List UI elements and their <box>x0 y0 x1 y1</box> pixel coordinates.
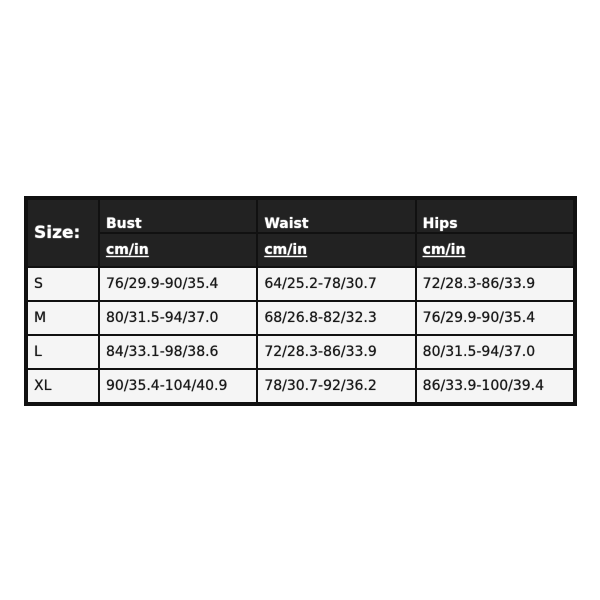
bust-unit-label: cm/in <box>106 242 149 258</box>
bust-cell: 84/33.1-98/38.6 <box>100 336 256 368</box>
table-row-m <box>28 302 573 334</box>
table-row-l <box>28 336 573 368</box>
size-cell: XL <box>28 370 98 402</box>
header-row-names <box>28 200 573 232</box>
hips-cell: 80/31.5-94/37.0 <box>417 336 573 368</box>
table-row-xl <box>28 370 573 402</box>
waist-cell: 64/25.2-78/30.7 <box>258 268 414 300</box>
waist-cell: 68/26.8-82/32.3 <box>258 302 414 334</box>
waist-unit <box>258 234 414 266</box>
waist-unit-label: cm/in <box>264 242 308 258</box>
hips-cell: 72/28.3-86/33.9 <box>417 268 573 300</box>
size-cell: S <box>28 268 98 300</box>
waist-cell: 78/30.7-92/36.2 <box>258 370 414 402</box>
waist-cell: 72/28.3-86/33.9 <box>258 336 414 368</box>
size-chart <box>24 196 577 406</box>
hips-cell: 76/29.9-90/35.4 <box>417 302 573 334</box>
bust-cell: 90/35.4-104/40.9 <box>100 370 256 402</box>
waist-header: Waist <box>258 200 414 232</box>
header-row-units <box>28 234 573 266</box>
hips-header: Hips <box>417 200 573 232</box>
hips-cell: 86/33.9-100/39.4 <box>417 370 573 402</box>
size-cell: M <box>28 302 98 334</box>
bust-cell: 80/31.5-94/37.0 <box>100 302 256 334</box>
bust-cell: 76/29.9-90/35.4 <box>100 268 256 300</box>
hips-unit <box>417 234 573 266</box>
table-row-s <box>28 268 573 300</box>
bust-header: Bust <box>100 200 256 232</box>
size-cell: L <box>28 336 98 368</box>
size-header: Size: <box>28 200 98 266</box>
bust-unit <box>100 234 256 266</box>
hips-unit-label: cm/in <box>422 242 466 258</box>
size-table <box>26 198 575 404</box>
